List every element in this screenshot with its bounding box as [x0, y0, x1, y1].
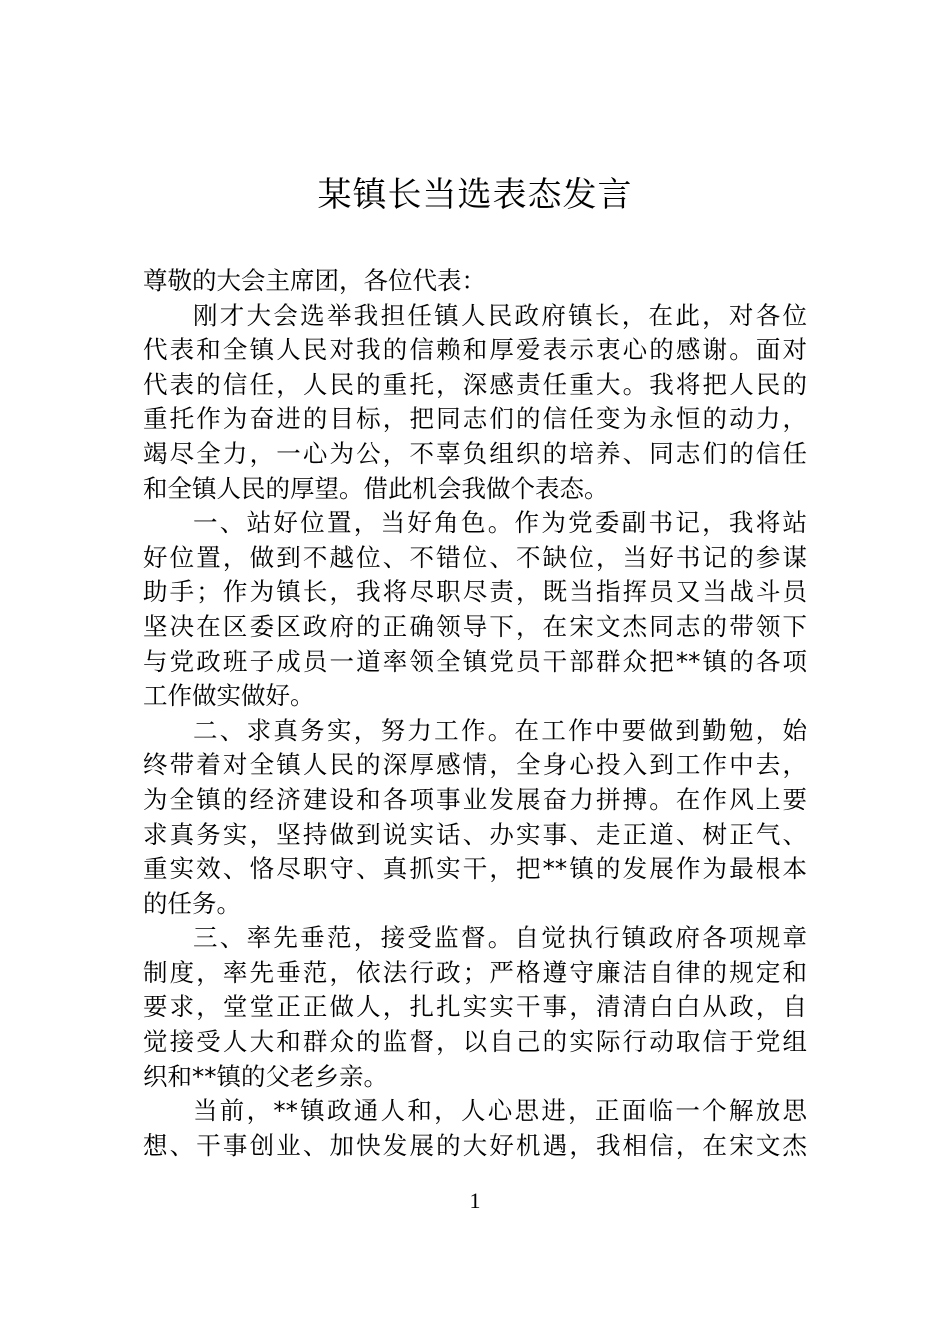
- text-line: 和全镇人民的厚望。借此机会我做个表态。: [143, 473, 609, 503]
- text-line: 织和**镇的父老乡亲。: [143, 1061, 388, 1091]
- text-line: 重实效、恪尽职守、真抓实干，把**镇的发展作为最根本: [143, 854, 807, 884]
- document-body: [143, 264, 807, 1163]
- paragraph: [143, 714, 807, 922]
- text-line: 为全镇的经济建设和各项事业发展奋力拼搏。在作风上要: [143, 784, 807, 814]
- text-line: 好位置，做到不越位、不错位、不缺位，当好书记的参谋: [143, 542, 807, 572]
- text-line: 想、干事创业、加快发展的大好机遇，我相信，在宋文杰: [143, 1130, 807, 1160]
- text-line: 工作做实做好。: [143, 681, 315, 711]
- text-line: 当前，**镇政通人和，人心思进，正面临一个解放思: [193, 1096, 807, 1126]
- text-line: 要求，堂堂正正做人，扎扎实实干事，清清白白从政，自: [143, 992, 807, 1022]
- text-line: 与党政班子成员一道率领全镇党员干部群众把**镇的各项: [143, 646, 807, 676]
- paragraph: [143, 506, 807, 714]
- salutation: [143, 264, 807, 299]
- text-line: 觉接受人大和群众的监督，以自己的实际行动取信于党组: [143, 1027, 807, 1057]
- document-title: 某镇长当选表态发言: [317, 175, 633, 215]
- text-line: 一、站好位置，当好角色。作为党委副书记，我将站: [193, 508, 807, 538]
- text-line: 代表和全镇人民对我的信赖和厚爱表示衷心的感谢。面对: [143, 335, 807, 365]
- paragraph: [143, 1094, 807, 1163]
- text-line: 重托作为奋进的目标，把同志们的信任变为永恒的动力，: [143, 404, 807, 434]
- text-line: 的任务。: [143, 888, 241, 918]
- text-line: 尊敬的大会主席团，各位代表：: [143, 266, 486, 295]
- text-line: 制度，率先垂范，依法行政；严格遵守廉洁自律的规定和: [143, 957, 807, 987]
- page-number: 1: [469, 1188, 481, 1213]
- paragraph: [143, 299, 807, 507]
- text-line: 坚决在区委区政府的正确领导下，在宋文杰同志的带领下: [143, 611, 807, 641]
- text-line: 求真务实，坚持做到说实话、办实事、走正道、树正气、: [143, 819, 807, 849]
- text-line: 代表的信任，人民的重托，深感责任重大。我将把人民的: [143, 369, 807, 399]
- text-line: 二、求真务实，努力工作。在工作中要做到勤勉，始: [193, 715, 807, 745]
- text-line: 刚才大会选举我担任镇人民政府镇长，在此，对各位: [193, 300, 807, 330]
- text-line: 助手；作为镇长，我将尽职尽责，既当指挥员又当战斗员: [143, 577, 807, 607]
- text-line: 竭尽全力，一心为公，不辜负组织的培养、同志们的信任: [143, 438, 807, 468]
- text-line: 终带着对全镇人民的深厚感情，全身心投入到工作中去，: [143, 750, 807, 780]
- paragraph: [143, 921, 807, 1094]
- text-line: 三、率先垂范，接受监督。自觉执行镇政府各项规章: [193, 923, 807, 953]
